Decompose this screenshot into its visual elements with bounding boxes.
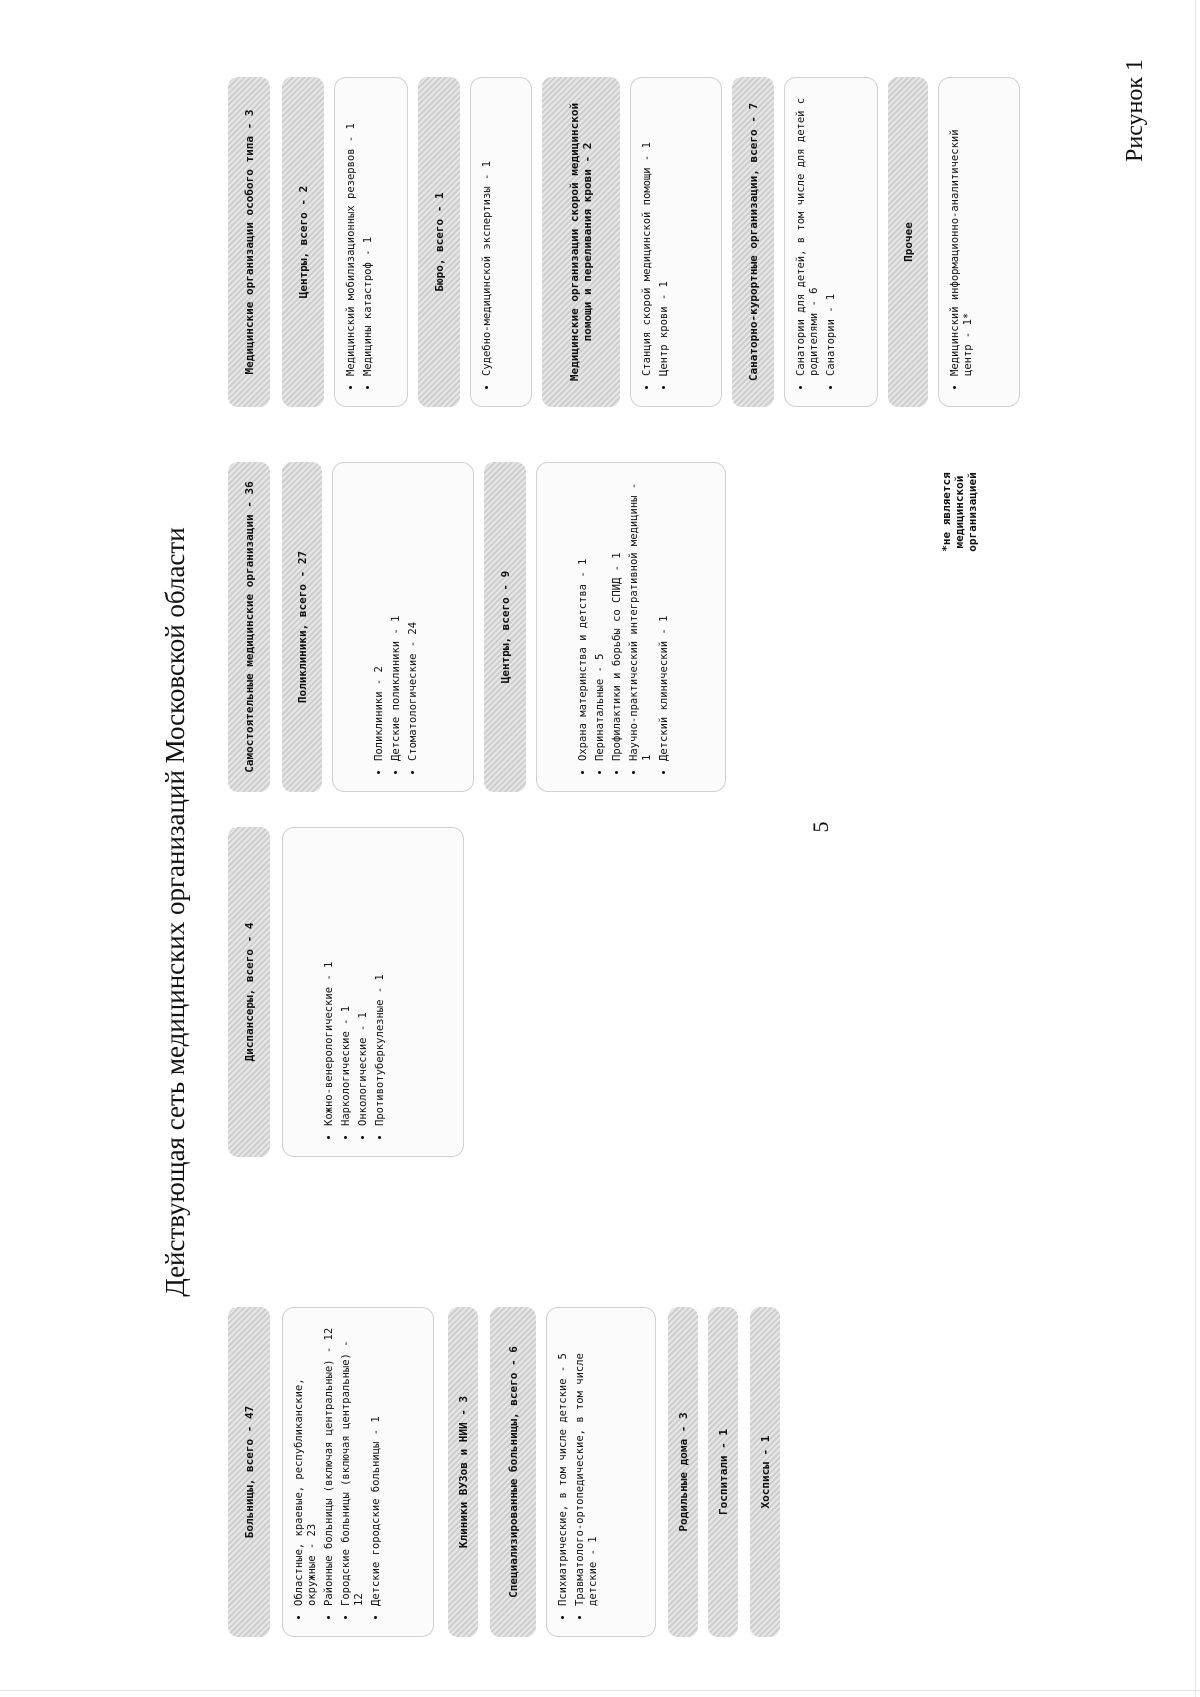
independent-header: Самостоятельные медицинские организации - 36	[228, 462, 270, 792]
special-centers-list	[334, 77, 408, 407]
list-item: • Профилактики и борьбы со СПИД - 1	[611, 477, 624, 761]
list-item: • Медицины катастроф - 1	[362, 92, 375, 376]
list-item: • Санатории для детей, в том числе для детей с родителями - 6	[795, 92, 821, 376]
list-item: • Противотуберкулезные - 1	[374, 842, 387, 1126]
special-centers-header: Центры, всего - 2	[282, 77, 324, 407]
specialized-list	[546, 1307, 656, 1637]
figure-label: Рисунок 1	[1122, 58, 1148, 162]
specialized-header: Специализированные больницы, всего - 6	[490, 1307, 536, 1637]
bureau-list	[470, 77, 532, 407]
list-item: • Детские городские больницы - 1	[370, 1322, 383, 1606]
polyclinics-header: Поликлиники, всего - 27	[282, 462, 322, 792]
list-item: • Судебно-медицинской экспертизы - 1	[481, 92, 494, 376]
list-item: • Научно-практический интегративной медицины - 1	[628, 477, 654, 761]
centers-list	[536, 462, 726, 792]
bureau-header: Бюро, всего - 1	[418, 77, 460, 407]
hospitals-list	[282, 1307, 434, 1637]
sanatorium-list	[784, 77, 878, 407]
list-item: • Областные, краевые, республиканские, окружные - 23	[293, 1322, 319, 1606]
emergency-header: Медицинские организации скорой медицинской помощи и переливания крови - 2	[542, 77, 620, 407]
dispensaries-list	[282, 827, 464, 1157]
list-item: • Онкологические - 1	[357, 842, 370, 1126]
scan-edge-right	[1195, 0, 1196, 1697]
list-item: • Психиатрические, в том числе детские - 5	[557, 1322, 570, 1606]
list-item: • Поликлиники - 2	[373, 477, 386, 761]
hospices-header: Хосписы - 1	[750, 1307, 780, 1637]
list-item: • Наркологические - 1	[340, 842, 353, 1126]
special-type-header: Медицинские организации особого типа - 3	[228, 77, 270, 407]
page-title: Действующая сеть медицинских организаций Московской области	[160, 527, 190, 1297]
scan-edge-bottom	[0, 1690, 1200, 1691]
list-item: • Детские поликлиники - 1	[390, 477, 403, 761]
list-item: • Санатории - 1	[825, 92, 838, 376]
polyclinics-list	[332, 462, 474, 792]
other-header: Прочее	[888, 77, 928, 407]
military-hospitals-header: Госпитали - 1	[708, 1307, 738, 1637]
list-item: • Центр крови - 1	[658, 92, 671, 376]
dispensaries-header: Диспансеры, всего - 4	[228, 827, 270, 1157]
list-item: • Медицинский информационно-аналитический центр - 1*	[949, 92, 975, 376]
maternity-header: Родильные дома - 3	[668, 1307, 698, 1637]
page-number: 5	[808, 821, 833, 833]
list-item: • Кожно-венерологические - 1	[323, 842, 336, 1126]
list-item: • Городские больницы (включая центральные) - 12	[340, 1322, 366, 1606]
list-item: • Медицинский мобилизационных резервов - 1	[345, 92, 358, 376]
list-item: • Стоматологические - 24	[407, 477, 420, 761]
other-list	[938, 77, 1020, 407]
sanatorium-header: Санаторно-курортные организации, всего - 7	[732, 77, 774, 407]
footnote: *не является медицинской организацией	[940, 472, 979, 552]
centers-header: Центры, всего - 9	[484, 462, 526, 792]
emergency-list	[630, 77, 722, 407]
list-item: • Станция скорой медицинской помощи - 1	[641, 92, 654, 376]
list-item: • Перинатальные - 5	[594, 477, 607, 761]
list-item: • Районные больницы (включая центральные) - 12	[323, 1322, 336, 1606]
list-item: • Травматолого-ортопедические, в том числе детские - 1	[574, 1322, 600, 1606]
list-item: • Детский клинический - 1	[658, 477, 671, 761]
hospitals-header: Больницы, всего - 47	[228, 1307, 270, 1637]
clinics-header: Клиники ВУЗов и НИИ - 3	[448, 1307, 478, 1637]
list-item: • Охрана материнства и детства - 1	[577, 477, 590, 761]
